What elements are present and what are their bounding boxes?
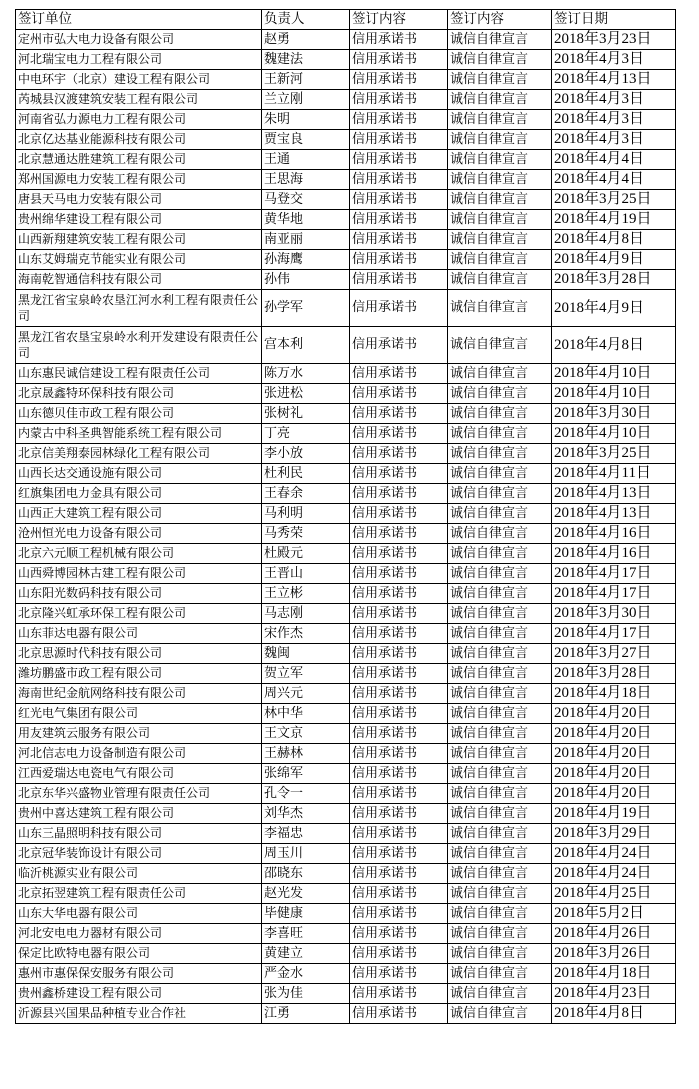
cell-content-2: 诚信自律宣言 xyxy=(448,644,552,664)
cell-person: 林中华 xyxy=(262,704,350,724)
cell-unit: 山东惠民诚信建设工程有限责任公司 xyxy=(16,364,262,384)
cell-content-2: 诚信自律宣言 xyxy=(448,544,552,564)
cell-date: 2018年4月18日 xyxy=(552,684,676,704)
table-row xyxy=(16,804,676,824)
cell-date: 2018年5月2日 xyxy=(552,904,676,924)
cell-content-2: 诚信自律宣言 xyxy=(448,584,552,604)
cell-content-1: 信用承诺书 xyxy=(350,404,448,424)
table-row xyxy=(16,864,676,884)
cell-content-2: 诚信自律宣言 xyxy=(448,784,552,804)
cell-content-1: 信用承诺书 xyxy=(350,984,448,1004)
cell-content-2: 诚信自律宣言 xyxy=(448,744,552,764)
cell-content-1: 信用承诺书 xyxy=(350,824,448,844)
cell-unit: 山西正大建筑工程有限公司 xyxy=(16,504,262,524)
cell-person: 王思海 xyxy=(262,170,350,190)
cell-unit: 保定比欧特电器有限公司 xyxy=(16,944,262,964)
cell-content-1: 信用承诺书 xyxy=(350,170,448,190)
table-row xyxy=(16,404,676,424)
cell-unit: 定州市弘大电力设备有限公司 xyxy=(16,30,262,50)
table-row xyxy=(16,364,676,384)
table-row xyxy=(16,664,676,684)
cell-person: 杜殿元 xyxy=(262,544,350,564)
table-row xyxy=(16,327,676,364)
table-row xyxy=(16,784,676,804)
cell-content-1: 信用承诺书 xyxy=(350,724,448,744)
cell-content-1: 信用承诺书 xyxy=(350,250,448,270)
cell-person: 李小放 xyxy=(262,444,350,464)
cell-person: 李福忠 xyxy=(262,824,350,844)
cell-unit: 山东三晶照明科技有限公司 xyxy=(16,824,262,844)
cell-content-2: 诚信自律宣言 xyxy=(448,684,552,704)
cell-unit: 山西新翔建筑安装工程有限公司 xyxy=(16,230,262,250)
cell-content-2: 诚信自律宣言 xyxy=(448,804,552,824)
table-row xyxy=(16,544,676,564)
cell-date: 2018年4月10日 xyxy=(552,424,676,444)
cell-date: 2018年4月16日 xyxy=(552,544,676,564)
cell-content-2: 诚信自律宣言 xyxy=(448,464,552,484)
cell-person: 黄华地 xyxy=(262,210,350,230)
cell-content-1: 信用承诺书 xyxy=(350,30,448,50)
cell-unit: 黑龙江省农垦宝泉岭水利开发建设有限责任公司 xyxy=(16,327,262,364)
cell-unit: 北京冠华装饰设计有限公司 xyxy=(16,844,262,864)
cell-content-2: 诚信自律宣言 xyxy=(448,130,552,150)
table-row xyxy=(16,644,676,664)
table-row xyxy=(16,964,676,984)
cell-content-2: 诚信自律宣言 xyxy=(448,190,552,210)
cell-content-1: 信用承诺书 xyxy=(350,924,448,944)
cell-date: 2018年4月26日 xyxy=(552,924,676,944)
cell-content-1: 信用承诺书 xyxy=(350,684,448,704)
table-row xyxy=(16,744,676,764)
cell-person: 魏闽 xyxy=(262,644,350,664)
cell-unit: 河北信志电力设备制造有限公司 xyxy=(16,744,262,764)
cell-date: 2018年3月29日 xyxy=(552,824,676,844)
cell-content-1: 信用承诺书 xyxy=(350,150,448,170)
cell-date: 2018年4月8日 xyxy=(552,327,676,364)
cell-unit: 惠州市惠保保安服务有限公司 xyxy=(16,964,262,984)
header-date: 签订日期 xyxy=(552,10,676,30)
cell-date: 2018年3月25日 xyxy=(552,444,676,464)
cell-unit: 山东德贝佳市政工程有限公司 xyxy=(16,404,262,424)
cell-person: 江勇 xyxy=(262,1004,350,1024)
cell-content-1: 信用承诺书 xyxy=(350,704,448,724)
cell-content-2: 诚信自律宣言 xyxy=(448,250,552,270)
cell-date: 2018年4月20日 xyxy=(552,784,676,804)
cell-content-1: 信用承诺书 xyxy=(350,70,448,90)
table-row xyxy=(16,524,676,544)
cell-date: 2018年3月26日 xyxy=(552,944,676,964)
header-person: 负责人 xyxy=(262,10,350,30)
cell-content-1: 信用承诺书 xyxy=(350,327,448,364)
cell-unit: 北京亿达基业能源科技有限公司 xyxy=(16,130,262,150)
table-row xyxy=(16,724,676,744)
cell-unit: 山东阳光数码科技有限公司 xyxy=(16,584,262,604)
cell-unit: 北京拓翌建筑工程有限责任公司 xyxy=(16,884,262,904)
table-row xyxy=(16,564,676,584)
table-row xyxy=(16,1004,676,1024)
cell-person: 马利明 xyxy=(262,504,350,524)
cell-date: 2018年4月19日 xyxy=(552,210,676,230)
cell-content-2: 诚信自律宣言 xyxy=(448,664,552,684)
cell-content-1: 信用承诺书 xyxy=(350,624,448,644)
cell-unit: 内蒙古中科圣典智能系统工程有限公司 xyxy=(16,424,262,444)
cell-date: 2018年4月24日 xyxy=(552,844,676,864)
table-row xyxy=(16,904,676,924)
cell-person: 朱明 xyxy=(262,110,350,130)
cell-date: 2018年4月13日 xyxy=(552,484,676,504)
cell-date: 2018年3月30日 xyxy=(552,604,676,624)
cell-person: 王立彬 xyxy=(262,584,350,604)
cell-content-2: 诚信自律宣言 xyxy=(448,864,552,884)
cell-content-2: 诚信自律宣言 xyxy=(448,384,552,404)
cell-person: 孙学军 xyxy=(262,290,350,327)
signing-table xyxy=(15,9,676,1024)
cell-person: 宋作杰 xyxy=(262,624,350,644)
cell-person: 周兴元 xyxy=(262,684,350,704)
table-row xyxy=(16,504,676,524)
cell-person: 王春余 xyxy=(262,484,350,504)
table-row xyxy=(16,624,676,644)
cell-unit: 山东艾姆瑞克节能实业有限公司 xyxy=(16,250,262,270)
cell-content-1: 信用承诺书 xyxy=(350,784,448,804)
cell-date: 2018年3月27日 xyxy=(552,644,676,664)
cell-unit: 北京晟鑫特环保科技有限公司 xyxy=(16,384,262,404)
cell-date: 2018年3月23日 xyxy=(552,30,676,50)
cell-date: 2018年4月19日 xyxy=(552,804,676,824)
cell-content-2: 诚信自律宣言 xyxy=(448,424,552,444)
cell-date: 2018年4月10日 xyxy=(552,364,676,384)
cell-unit: 山西舜博园林古建工程有限公司 xyxy=(16,564,262,584)
cell-person: 孙海鹰 xyxy=(262,250,350,270)
table-row xyxy=(16,384,676,404)
cell-content-2: 诚信自律宣言 xyxy=(448,624,552,644)
cell-date: 2018年4月8日 xyxy=(552,1004,676,1024)
cell-date: 2018年4月20日 xyxy=(552,724,676,744)
cell-content-2: 诚信自律宣言 xyxy=(448,604,552,624)
cell-date: 2018年4月3日 xyxy=(552,50,676,70)
cell-unit: 贵州绵华建设工程有限公司 xyxy=(16,210,262,230)
table-row xyxy=(16,30,676,50)
cell-content-1: 信用承诺书 xyxy=(350,384,448,404)
cell-person: 周玉川 xyxy=(262,844,350,864)
cell-content-2: 诚信自律宣言 xyxy=(448,524,552,544)
cell-unit: 贵州鑫桥建设工程有限公司 xyxy=(16,984,262,1004)
table-row xyxy=(16,684,676,704)
cell-unit: 贵州中喜达建筑工程有限公司 xyxy=(16,804,262,824)
cell-content-2: 诚信自律宣言 xyxy=(448,824,552,844)
cell-content-2: 诚信自律宣言 xyxy=(448,704,552,724)
cell-content-2: 诚信自律宣言 xyxy=(448,444,552,464)
cell-content-1: 信用承诺书 xyxy=(350,764,448,784)
cell-date: 2018年4月3日 xyxy=(552,110,676,130)
cell-person: 张进松 xyxy=(262,384,350,404)
cell-person: 赵光发 xyxy=(262,884,350,904)
cell-content-1: 信用承诺书 xyxy=(350,544,448,564)
cell-date: 2018年4月20日 xyxy=(552,764,676,784)
cell-unit: 郑州国源电力安装工程有限公司 xyxy=(16,170,262,190)
cell-date: 2018年3月25日 xyxy=(552,190,676,210)
table-row xyxy=(16,110,676,130)
cell-person: 张树礼 xyxy=(262,404,350,424)
cell-content-2: 诚信自律宣言 xyxy=(448,170,552,190)
table-row xyxy=(16,150,676,170)
cell-content-2: 诚信自律宣言 xyxy=(448,944,552,964)
cell-unit: 北京东华兴盛物业管理有限责任公司 xyxy=(16,784,262,804)
cell-content-2: 诚信自律宣言 xyxy=(448,364,552,384)
cell-date: 2018年4月9日 xyxy=(552,290,676,327)
table-row xyxy=(16,444,676,464)
cell-content-1: 信用承诺书 xyxy=(350,584,448,604)
cell-date: 2018年4月9日 xyxy=(552,250,676,270)
cell-date: 2018年4月3日 xyxy=(552,90,676,110)
cell-person: 王文京 xyxy=(262,724,350,744)
table-row xyxy=(16,424,676,444)
cell-content-2: 诚信自律宣言 xyxy=(448,230,552,250)
table-row xyxy=(16,90,676,110)
cell-unit: 临沂桃源实业有限公司 xyxy=(16,864,262,884)
cell-person: 张绵军 xyxy=(262,764,350,784)
cell-person: 王新河 xyxy=(262,70,350,90)
cell-unit: 红光电气集团有限公司 xyxy=(16,704,262,724)
cell-person: 马志刚 xyxy=(262,604,350,624)
table-row xyxy=(16,884,676,904)
table-row xyxy=(16,924,676,944)
table-row xyxy=(16,604,676,624)
cell-content-2: 诚信自律宣言 xyxy=(448,30,552,50)
cell-unit: 用友建筑云服务有限公司 xyxy=(16,724,262,744)
cell-person: 南亚丽 xyxy=(262,230,350,250)
cell-content-1: 信用承诺书 xyxy=(350,504,448,524)
cell-content-1: 信用承诺书 xyxy=(350,424,448,444)
table-row xyxy=(16,584,676,604)
cell-content-2: 诚信自律宣言 xyxy=(448,290,552,327)
cell-person: 马登交 xyxy=(262,190,350,210)
cell-date: 2018年4月17日 xyxy=(552,624,676,644)
cell-unit: 沧州恒光电力设备有限公司 xyxy=(16,524,262,544)
cell-content-1: 信用承诺书 xyxy=(350,210,448,230)
cell-content-1: 信用承诺书 xyxy=(350,130,448,150)
cell-content-2: 诚信自律宣言 xyxy=(448,504,552,524)
cell-unit: 北京六元顺工程机械有限公司 xyxy=(16,544,262,564)
cell-content-1: 信用承诺书 xyxy=(350,644,448,664)
cell-date: 2018年4月17日 xyxy=(552,584,676,604)
cell-date: 2018年4月24日 xyxy=(552,864,676,884)
cell-content-1: 信用承诺书 xyxy=(350,604,448,624)
table-row xyxy=(16,984,676,1004)
cell-unit: 北京信美翔泰园林绿化工程有限公司 xyxy=(16,444,262,464)
table-row xyxy=(16,764,676,784)
cell-person: 刘华杰 xyxy=(262,804,350,824)
cell-content-1: 信用承诺书 xyxy=(350,444,448,464)
cell-content-1: 信用承诺书 xyxy=(350,364,448,384)
cell-date: 2018年4月13日 xyxy=(552,70,676,90)
cell-unit: 中电环宇（北京）建设工程有限公司 xyxy=(16,70,262,90)
table-row xyxy=(16,210,676,230)
table-row xyxy=(16,290,676,327)
cell-content-1: 信用承诺书 xyxy=(350,190,448,210)
cell-unit: 黑龙江省宝泉岭农垦江河水利工程有限责任公司 xyxy=(16,290,262,327)
cell-content-2: 诚信自律宣言 xyxy=(448,327,552,364)
cell-content-1: 信用承诺书 xyxy=(350,464,448,484)
cell-person: 王赫林 xyxy=(262,744,350,764)
cell-content-2: 诚信自律宣言 xyxy=(448,110,552,130)
cell-content-2: 诚信自律宣言 xyxy=(448,924,552,944)
cell-content-1: 信用承诺书 xyxy=(350,524,448,544)
table-row xyxy=(16,170,676,190)
table-row xyxy=(16,130,676,150)
cell-person: 马秀荣 xyxy=(262,524,350,544)
cell-content-2: 诚信自律宣言 xyxy=(448,964,552,984)
cell-date: 2018年4月4日 xyxy=(552,150,676,170)
cell-person: 王晋山 xyxy=(262,564,350,584)
table-row xyxy=(16,50,676,70)
table-row xyxy=(16,484,676,504)
cell-person: 贾宝良 xyxy=(262,130,350,150)
cell-unit: 山西长达交通设施有限公司 xyxy=(16,464,262,484)
cell-content-1: 信用承诺书 xyxy=(350,50,448,70)
cell-person: 陈万水 xyxy=(262,364,350,384)
cell-content-1: 信用承诺书 xyxy=(350,804,448,824)
cell-person: 邵晓东 xyxy=(262,864,350,884)
table-row xyxy=(16,70,676,90)
cell-content-2: 诚信自律宣言 xyxy=(448,270,552,290)
cell-content-1: 信用承诺书 xyxy=(350,864,448,884)
cell-date: 2018年3月30日 xyxy=(552,404,676,424)
cell-date: 2018年4月16日 xyxy=(552,524,676,544)
cell-unit: 河南省弘力源电力工程有限公司 xyxy=(16,110,262,130)
cell-unit: 海南乾智通信科技有限公司 xyxy=(16,270,262,290)
cell-date: 2018年4月25日 xyxy=(552,884,676,904)
table-row xyxy=(16,270,676,290)
cell-unit: 唐县天马电力安装有限公司 xyxy=(16,190,262,210)
cell-content-2: 诚信自律宣言 xyxy=(448,904,552,924)
cell-content-1: 信用承诺书 xyxy=(350,664,448,684)
cell-person: 兰立刚 xyxy=(262,90,350,110)
table-row xyxy=(16,464,676,484)
cell-content-1: 信用承诺书 xyxy=(350,110,448,130)
cell-content-1: 信用承诺书 xyxy=(350,564,448,584)
cell-unit: 海南世纪金航网络科技有限公司 xyxy=(16,684,262,704)
cell-date: 2018年3月28日 xyxy=(552,270,676,290)
cell-unit: 北京思源时代科技有限公司 xyxy=(16,644,262,664)
table-body xyxy=(16,30,676,1024)
cell-person: 严金水 xyxy=(262,964,350,984)
cell-person: 张为佳 xyxy=(262,984,350,1004)
cell-person: 魏建法 xyxy=(262,50,350,70)
cell-date: 2018年3月28日 xyxy=(552,664,676,684)
cell-content-2: 诚信自律宣言 xyxy=(448,564,552,584)
cell-date: 2018年4月8日 xyxy=(552,230,676,250)
table-row xyxy=(16,230,676,250)
cell-content-1: 信用承诺书 xyxy=(350,944,448,964)
cell-unit: 芮城县汉渡建筑安装工程有限公司 xyxy=(16,90,262,110)
cell-date: 2018年4月23日 xyxy=(552,984,676,1004)
cell-unit: 北京慧通达胜建筑工程有限公司 xyxy=(16,150,262,170)
cell-person: 孙伟 xyxy=(262,270,350,290)
table-row xyxy=(16,844,676,864)
cell-content-2: 诚信自律宣言 xyxy=(448,984,552,1004)
cell-content-1: 信用承诺书 xyxy=(350,744,448,764)
table-row xyxy=(16,944,676,964)
cell-unit: 沂源县兴国果品种植专业合作社 xyxy=(16,1004,262,1024)
table-row xyxy=(16,190,676,210)
cell-content-2: 诚信自律宣言 xyxy=(448,724,552,744)
cell-content-1: 信用承诺书 xyxy=(350,230,448,250)
table-row xyxy=(16,250,676,270)
cell-person: 杜利民 xyxy=(262,464,350,484)
cell-content-1: 信用承诺书 xyxy=(350,964,448,984)
cell-content-2: 诚信自律宣言 xyxy=(448,90,552,110)
cell-person: 赵勇 xyxy=(262,30,350,50)
cell-date: 2018年4月13日 xyxy=(552,504,676,524)
cell-person: 黄建立 xyxy=(262,944,350,964)
cell-content-2: 诚信自律宣言 xyxy=(448,764,552,784)
cell-content-1: 信用承诺书 xyxy=(350,904,448,924)
cell-content-1: 信用承诺书 xyxy=(350,884,448,904)
table-row xyxy=(16,704,676,724)
cell-person: 李喜旺 xyxy=(262,924,350,944)
cell-person: 丁亮 xyxy=(262,424,350,444)
cell-content-1: 信用承诺书 xyxy=(350,90,448,110)
cell-date: 2018年4月10日 xyxy=(552,384,676,404)
cell-date: 2018年4月4日 xyxy=(552,170,676,190)
cell-person: 宫本利 xyxy=(262,327,350,364)
cell-unit: 河北安电电力器材有限公司 xyxy=(16,924,262,944)
cell-unit: 山东大华电器有限公司 xyxy=(16,904,262,924)
cell-person: 毕健康 xyxy=(262,904,350,924)
header-content-1: 签订内容 xyxy=(350,10,448,30)
header-content-2: 签订内容 xyxy=(448,10,552,30)
cell-date: 2018年4月17日 xyxy=(552,564,676,584)
cell-content-2: 诚信自律宣言 xyxy=(448,404,552,424)
cell-content-2: 诚信自律宣言 xyxy=(448,844,552,864)
cell-content-1: 信用承诺书 xyxy=(350,1004,448,1024)
cell-content-2: 诚信自律宣言 xyxy=(448,150,552,170)
cell-content-2: 诚信自律宣言 xyxy=(448,1004,552,1024)
cell-unit: 山东菲达电器有限公司 xyxy=(16,624,262,644)
cell-content-2: 诚信自律宣言 xyxy=(448,50,552,70)
cell-unit: 潍坊鹏盛市政工程有限公司 xyxy=(16,664,262,684)
cell-date: 2018年4月11日 xyxy=(552,464,676,484)
cell-content-1: 信用承诺书 xyxy=(350,484,448,504)
signing-table-container xyxy=(15,9,676,1024)
cell-person: 王通 xyxy=(262,150,350,170)
cell-person: 孔令一 xyxy=(262,784,350,804)
cell-content-2: 诚信自律宣言 xyxy=(448,884,552,904)
cell-person: 贺立军 xyxy=(262,664,350,684)
cell-content-2: 诚信自律宣言 xyxy=(448,210,552,230)
cell-unit: 江西爱瑞达电瓷电气有限公司 xyxy=(16,764,262,784)
cell-unit: 北京隆兴虹承环保工程有限公司 xyxy=(16,604,262,624)
cell-date: 2018年4月20日 xyxy=(552,704,676,724)
cell-content-2: 诚信自律宣言 xyxy=(448,70,552,90)
cell-date: 2018年4月3日 xyxy=(552,130,676,150)
cell-date: 2018年4月20日 xyxy=(552,744,676,764)
cell-content-1: 信用承诺书 xyxy=(350,844,448,864)
cell-content-1: 信用承诺书 xyxy=(350,290,448,327)
cell-date: 2018年4月18日 xyxy=(552,964,676,984)
table-row xyxy=(16,824,676,844)
header-unit: 签订单位 xyxy=(16,10,262,30)
cell-content-2: 诚信自律宣言 xyxy=(448,484,552,504)
table-header-row xyxy=(16,10,676,30)
cell-content-1: 信用承诺书 xyxy=(350,270,448,290)
cell-unit: 河北瑞宝电力工程有限公司 xyxy=(16,50,262,70)
cell-unit: 红旗集团电力金具有限公司 xyxy=(16,484,262,504)
